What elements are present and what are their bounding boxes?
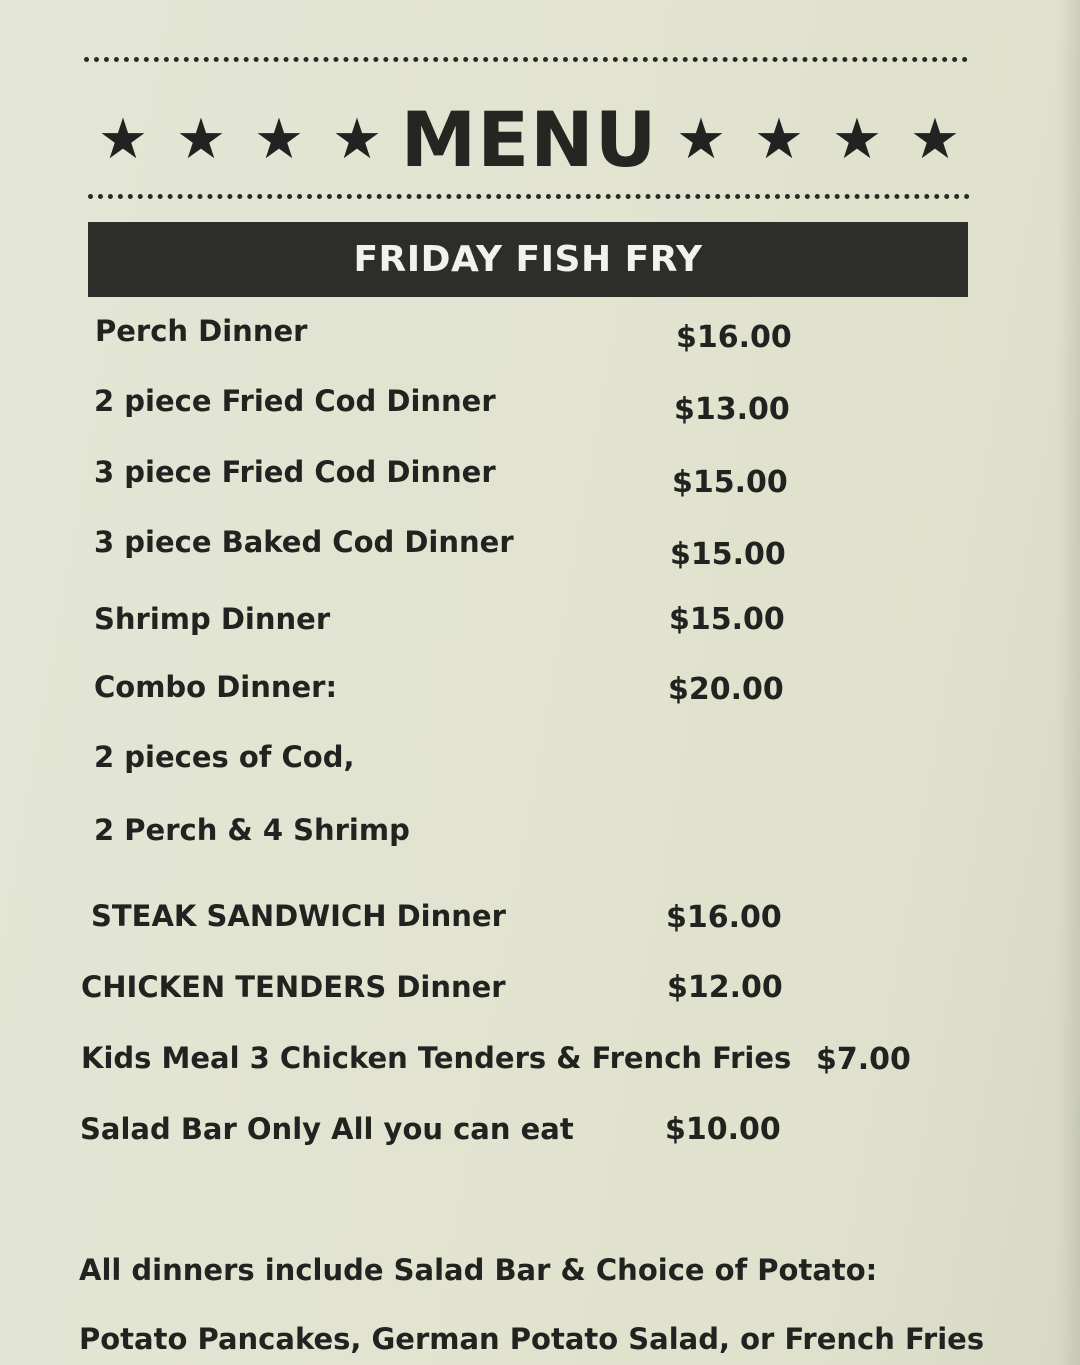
- menu-item-price: $15.00: [669, 602, 785, 637]
- menu-item-price: $7.00: [816, 1042, 911, 1077]
- menu-item-price: $20.00: [668, 672, 784, 707]
- menu-item-price: $12.00: [667, 970, 783, 1005]
- menu-item-label: STEAK SANDWICH Dinner: [91, 899, 506, 933]
- menu-item-label: Shrimp Dinner: [94, 602, 331, 636]
- paper-edge-shadow: [1058, 0, 1080, 1365]
- menu-item-label: 2 pieces of Cod,: [94, 740, 355, 774]
- menu-item-label: Combo Dinner:: [94, 670, 338, 704]
- star-icon: ★: [97, 107, 149, 172]
- star-icon: ★: [331, 107, 383, 172]
- menu-item-price: $16.00: [676, 320, 792, 355]
- footer-note-potato-options: Potato Pancakes, German Potato Salad, or French Fries: [79, 1322, 985, 1356]
- menu-item-label: 3 piece Baked Cod Dinner: [94, 525, 514, 559]
- menu-item-label: 2 piece Fried Cod Dinner: [94, 384, 496, 418]
- menu-header: [84, 92, 974, 188]
- top-dotted-divider: [84, 57, 968, 62]
- star-icon: ★: [909, 107, 961, 172]
- menu-item-label: Salad Bar Only All you can eat: [80, 1112, 574, 1146]
- menu-title: MENU: [400, 95, 658, 184]
- menu-item-price: $15.00: [670, 537, 786, 572]
- bottom-dotted-divider: [88, 194, 970, 199]
- footer-note-included: All dinners include Salad Bar & Choice of Potato:: [79, 1253, 878, 1287]
- menu-item-price: $15.00: [672, 465, 788, 500]
- menu-item-label: Perch Dinner: [95, 314, 308, 348]
- star-icon: ★: [831, 107, 883, 172]
- section-title: FRIDAY FISH FRY: [353, 239, 703, 280]
- menu-item-label: 2 Perch & 4 Shrimp: [94, 813, 410, 847]
- menu-item-price: $10.00: [665, 1112, 781, 1147]
- menu-item-label: CHICKEN TENDERS Dinner: [81, 970, 506, 1004]
- star-icon: ★: [175, 107, 227, 172]
- star-icon: ★: [253, 107, 305, 172]
- star-icon: ★: [753, 107, 805, 172]
- left-stars: [84, 92, 396, 188]
- section-banner: [88, 222, 968, 297]
- menu-item-price: $13.00: [674, 392, 790, 427]
- menu-item-price: $16.00: [666, 900, 782, 935]
- star-icon: ★: [675, 107, 727, 172]
- right-stars: [662, 92, 974, 188]
- menu-item-label: 3 piece Fried Cod Dinner: [94, 455, 496, 489]
- menu-item-label: Kids Meal 3 Chicken Tenders & French Fries: [81, 1041, 792, 1075]
